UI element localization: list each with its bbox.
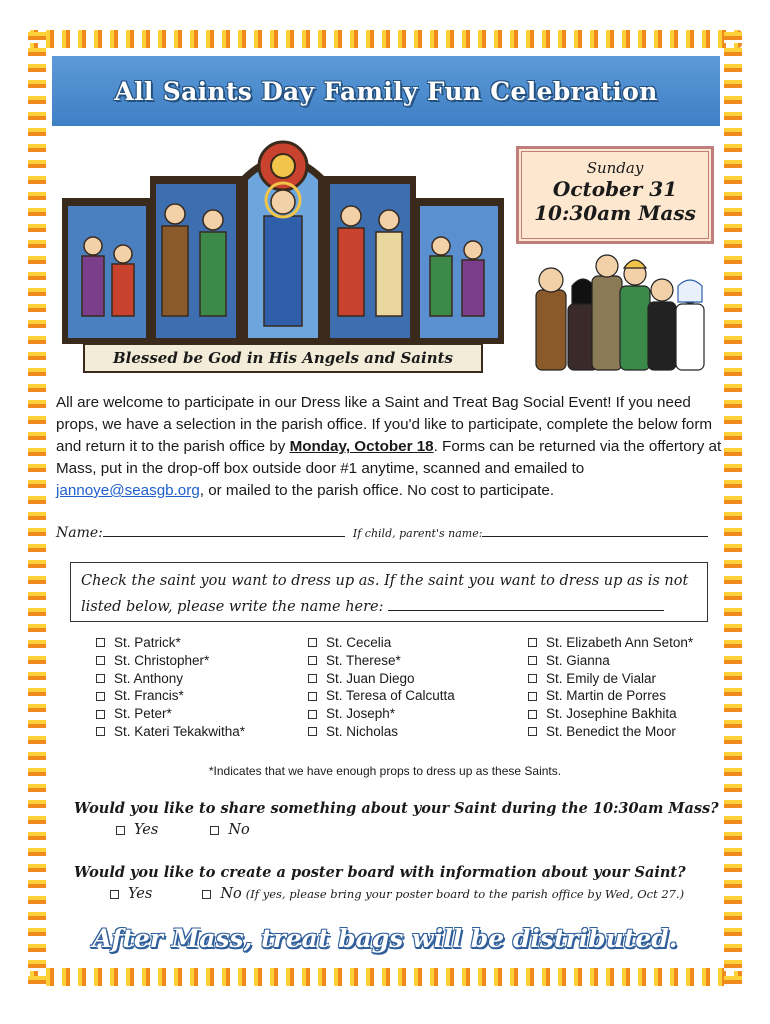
name-field[interactable] xyxy=(103,522,345,537)
candy-corn-border-bottom xyxy=(28,968,742,986)
saint-option[interactable] xyxy=(528,705,693,723)
saint-option[interactable] xyxy=(308,705,455,723)
saint-option[interactable] xyxy=(528,652,693,670)
cartoon-saints-image xyxy=(530,246,710,374)
saint-option[interactable] xyxy=(96,705,245,723)
saint-option[interactable] xyxy=(308,670,455,688)
yes-label: Yes xyxy=(128,886,153,902)
props-footnote: *Indicates that we have enough props to dress up as these Saints. xyxy=(208,764,562,778)
event-day: Sunday xyxy=(586,159,644,177)
share-answers xyxy=(116,822,250,838)
share-yes-option[interactable] xyxy=(116,822,158,838)
saint-name: St. Francis* xyxy=(114,688,184,704)
no-label: No xyxy=(220,886,242,902)
checkbox[interactable] xyxy=(96,727,105,736)
checkbox[interactable] xyxy=(96,692,105,701)
saint-name: St. Kateri Tekakwitha* xyxy=(114,723,246,739)
poster-note: (If yes, please bring your poster board to the parish office by Wed, Oct 27.) xyxy=(245,887,685,901)
checkbox[interactable] xyxy=(528,656,537,665)
checkbox[interactable] xyxy=(308,674,317,683)
event-date-box xyxy=(516,146,714,244)
parent-name-field[interactable] xyxy=(482,522,708,537)
checkbox[interactable] xyxy=(308,656,317,665)
no-label: No xyxy=(228,822,250,838)
checkbox[interactable] xyxy=(308,727,317,736)
saint-name: St. Christopher* xyxy=(114,652,210,668)
saint-name: St. Anthony xyxy=(114,670,184,686)
candy-corn-border-left xyxy=(28,30,46,986)
checkbox[interactable] xyxy=(528,710,537,719)
saint-option[interactable] xyxy=(528,634,693,652)
saint-name: St. Josephine Bakhita xyxy=(546,706,677,722)
checkbox[interactable] xyxy=(528,692,537,701)
yes-label: Yes xyxy=(134,822,159,838)
intro-text: All are welcome to participate in our Dress like a Saint and Treat Bag Social Event! If you need props, we have a selection in the parish office. If you'd like to participate, complete the below form and return it to the parish office by xyxy=(56,394,713,455)
poster-question: Would you like to create a poster board with information about your Saint? xyxy=(74,864,686,881)
checkbox[interactable] xyxy=(308,710,317,719)
saint-option[interactable] xyxy=(96,670,245,688)
saint-option[interactable] xyxy=(308,687,455,705)
saint-list-column-2 xyxy=(308,634,455,741)
checkbox[interactable] xyxy=(210,826,219,835)
saint-name: St. Nicholas xyxy=(326,723,399,739)
intro-text: . Forms can be returned via the offertory at Mass, put in the drop-off box outside door #1 anytime, scanned and emailed to xyxy=(56,438,722,477)
saint-option[interactable] xyxy=(528,687,693,705)
saint-choice-prompt-box xyxy=(70,562,708,622)
saint-name: St. Therese* xyxy=(326,652,401,668)
title-banner xyxy=(52,56,720,126)
saint-name: St. Peter* xyxy=(114,706,172,722)
deadline-date: Monday, October 18 xyxy=(289,438,434,455)
saint-name: St. Benedict the Moor xyxy=(546,723,676,739)
event-date: October 31 xyxy=(552,177,678,201)
checkbox[interactable] xyxy=(308,638,317,647)
saint-name: St. Martin de Porres xyxy=(546,688,667,704)
intro-text: , or mailed to the parish office. No cost to participate. xyxy=(199,482,555,499)
share-question: Would you like to share something about your Saint during the 10:30am Mass? xyxy=(74,800,719,817)
poster-no-option[interactable] xyxy=(202,886,241,902)
saint-option[interactable] xyxy=(96,723,245,741)
checkbox[interactable] xyxy=(308,692,317,701)
saint-name: St. Juan Diego xyxy=(326,670,415,686)
checkbox[interactable] xyxy=(96,656,105,665)
saint-list-column-1 xyxy=(96,634,245,741)
saint-option[interactable] xyxy=(96,652,245,670)
saint-option[interactable] xyxy=(308,652,455,670)
checkbox[interactable] xyxy=(96,674,105,683)
saint-option[interactable] xyxy=(308,634,455,652)
other-saint-field[interactable] xyxy=(388,596,664,611)
intro-paragraph xyxy=(56,392,722,502)
checkbox[interactable] xyxy=(116,826,125,835)
saint-name: St. Teresa of Calcutta xyxy=(326,688,455,704)
email-link[interactable]: jannoye@seasgb.org xyxy=(56,482,200,499)
stained-glass-triptych-image xyxy=(62,136,504,374)
event-time: 10:30am Mass xyxy=(534,201,696,225)
name-label: Name: xyxy=(56,525,103,541)
saint-option[interactable] xyxy=(96,687,245,705)
closing-message: After Mass, treat bags will be distributed. xyxy=(92,924,678,953)
parent-name-label: If child, parent's name: xyxy=(352,527,483,540)
poster-yes-option[interactable] xyxy=(110,886,152,902)
checkbox[interactable] xyxy=(96,638,105,647)
page-title: All Saints Day Family Fun Celebration xyxy=(114,76,658,106)
checkbox[interactable] xyxy=(528,727,537,736)
checkbox[interactable] xyxy=(110,890,119,899)
saint-option[interactable] xyxy=(528,723,693,741)
choose-saint-prompt: Check the saint you want to dress up as. If the saint you want to dress up as is not listed below, please write the name here: xyxy=(81,573,689,615)
poster-answers xyxy=(110,886,684,902)
saint-name: St. Emily de Vialar xyxy=(546,670,657,686)
saint-option[interactable] xyxy=(96,634,245,652)
saint-list-column-3 xyxy=(528,634,693,741)
checkbox[interactable] xyxy=(528,638,537,647)
saint-name: St. Patrick* xyxy=(114,635,181,650)
share-no-option[interactable] xyxy=(210,822,249,838)
saint-name: St. Joseph* xyxy=(326,706,396,722)
checkbox[interactable] xyxy=(96,710,105,719)
saint-name: St. Cecelia xyxy=(326,635,392,650)
saint-name: St. Elizabeth Ann Seton* xyxy=(546,635,694,650)
checkbox[interactable] xyxy=(528,674,537,683)
candy-corn-border-top xyxy=(28,30,742,48)
saint-name: St. Gianna xyxy=(546,652,610,668)
saint-option[interactable] xyxy=(528,670,693,688)
saint-option[interactable] xyxy=(308,723,455,741)
checkbox[interactable] xyxy=(202,890,211,899)
motto-text: Blessed be God in His Angels and Saints xyxy=(112,349,454,367)
name-field-row xyxy=(56,522,716,541)
candy-corn-border-right xyxy=(724,30,742,986)
